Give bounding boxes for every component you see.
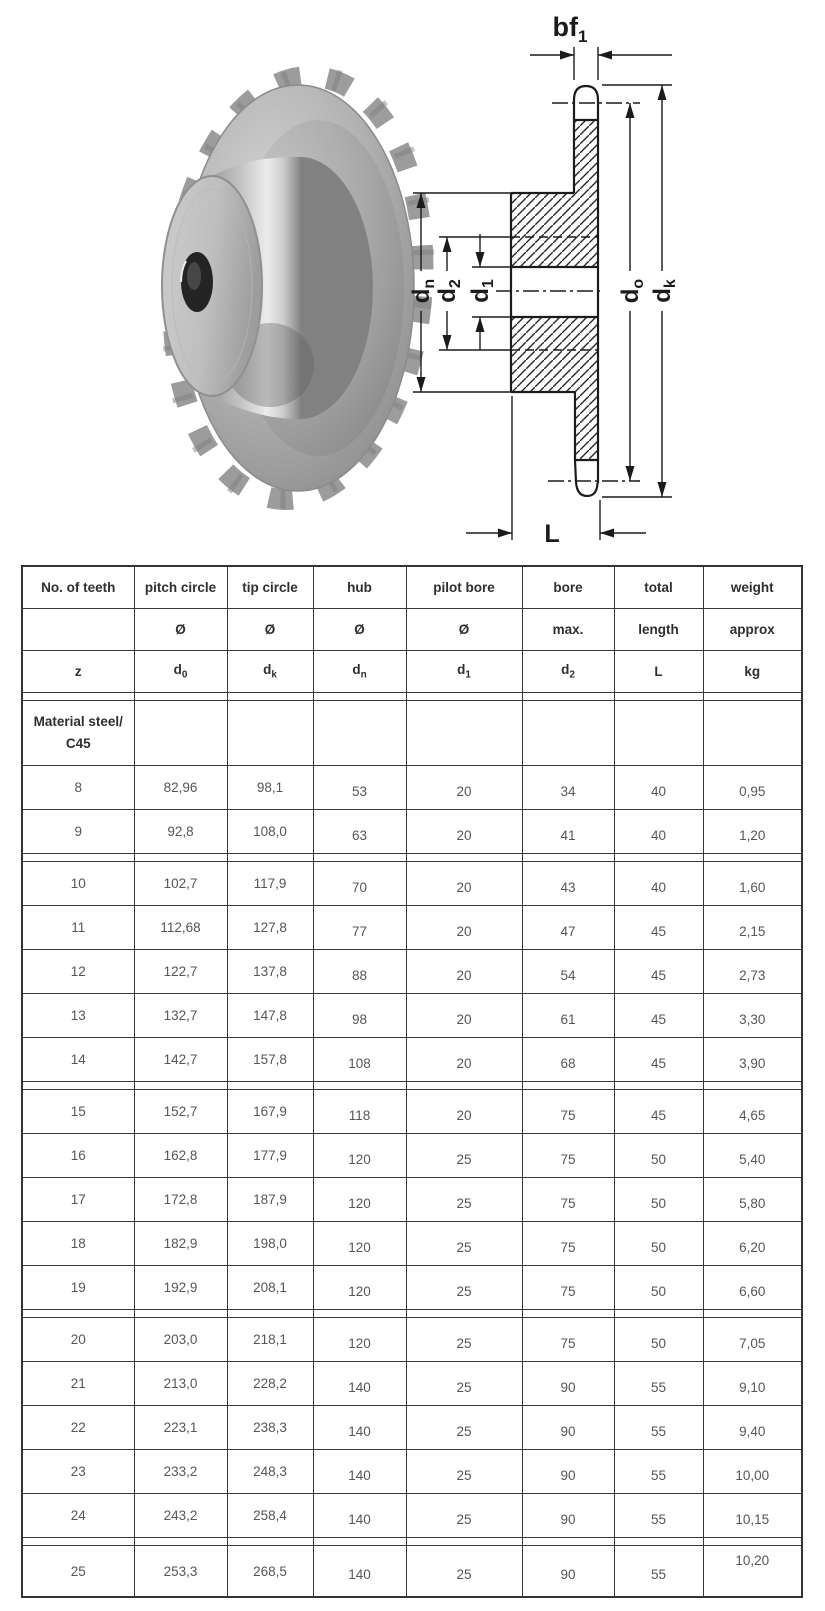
table-cell: 157,8 — [227, 1038, 313, 1082]
separator-row — [22, 1538, 802, 1546]
table-cell: 218,1 — [227, 1318, 313, 1362]
separator-row — [22, 1082, 802, 1090]
table-cell: 147,8 — [227, 994, 313, 1038]
separator-cell — [313, 693, 406, 701]
column-header: tip circle — [227, 566, 313, 609]
figure-section — [0, 0, 825, 560]
table-cell: 40 — [614, 862, 703, 906]
table-cell: 25 — [406, 1546, 522, 1598]
header-row — [22, 609, 802, 651]
column-header: Ø — [134, 609, 227, 651]
table-cell: 40 — [614, 766, 703, 810]
table-cell: 50 — [614, 1222, 703, 1266]
table-cell: 120 — [313, 1134, 406, 1178]
table-cell: 13 — [22, 994, 134, 1038]
table-cell: 45 — [614, 1038, 703, 1082]
table-cell: 1,60 — [703, 862, 802, 906]
table-cell: 25 — [406, 1266, 522, 1310]
table-cell: 68 — [522, 1038, 614, 1082]
table-cell: 203,0 — [134, 1318, 227, 1362]
material-row — [22, 701, 802, 766]
table-row — [22, 1406, 802, 1450]
column-header: hub — [313, 566, 406, 609]
dim-label-bf1: $bf_1$ — [552, 12, 588, 46]
column-header: $d_k$ — [227, 651, 313, 693]
header-row — [22, 566, 802, 609]
table-row — [22, 1090, 802, 1134]
table-row — [22, 1178, 802, 1222]
separator-cell — [703, 854, 802, 862]
table-cell: 6,60 — [703, 1266, 802, 1310]
separator-cell — [703, 1310, 802, 1318]
separator-cell — [703, 693, 802, 701]
table-cell: 63 — [313, 810, 406, 854]
table-cell: 20 — [406, 994, 522, 1038]
separator-cell — [522, 854, 614, 862]
table-cell: 25 — [406, 1318, 522, 1362]
separator-cell — [522, 1538, 614, 1546]
table-cell: 162,8 — [134, 1134, 227, 1178]
table-cell: 10,00 — [703, 1450, 802, 1494]
column-header: Ø — [227, 609, 313, 651]
table-cell: 24 — [22, 1494, 134, 1538]
table-cell: 192,9 — [134, 1266, 227, 1310]
separator-cell — [22, 1538, 134, 1546]
dim-label-dk: $d_k$ — [649, 279, 679, 303]
separator-cell — [227, 1310, 313, 1318]
table-cell: 238,3 — [227, 1406, 313, 1450]
table-cell: 108 — [313, 1038, 406, 1082]
separator-cell — [227, 854, 313, 862]
column-header: length — [614, 609, 703, 651]
table-cell: 98 — [313, 994, 406, 1038]
table-cell: 6,20 — [703, 1222, 802, 1266]
table-cell: 50 — [614, 1178, 703, 1222]
table-cell — [406, 701, 522, 766]
table-cell: 10,20 — [703, 1546, 802, 1598]
separator-cell — [134, 693, 227, 701]
table-cell: 10,15 — [703, 1494, 802, 1538]
table-cell: 70 — [313, 862, 406, 906]
table-cell: 45 — [614, 1090, 703, 1134]
table-cell: 50 — [614, 1134, 703, 1178]
column-header: pitch circle — [134, 566, 227, 609]
table-row — [22, 1494, 802, 1538]
table-cell: 15 — [22, 1090, 134, 1134]
table-cell: 213,0 — [134, 1362, 227, 1406]
separator-cell — [134, 1310, 227, 1318]
table-cell: 10 — [22, 862, 134, 906]
table-cell: 75 — [522, 1318, 614, 1362]
column-header: approx — [703, 609, 802, 651]
table-cell: 140 — [313, 1494, 406, 1538]
table-cell: 117,9 — [227, 862, 313, 906]
table-cell: 22 — [22, 1406, 134, 1450]
dim-label-do: $d_o$ — [617, 278, 647, 304]
dim-label-d1: $d_1$ — [467, 279, 497, 303]
header-row-symbols — [22, 651, 802, 693]
table-cell: 122,7 — [134, 950, 227, 994]
table-cell: 75 — [522, 1266, 614, 1310]
table-cell: 47 — [522, 906, 614, 950]
table-cell: 3,30 — [703, 994, 802, 1038]
table-cell: 55 — [614, 1494, 703, 1538]
table-cell: 43 — [522, 862, 614, 906]
table-cell: 20 — [406, 950, 522, 994]
table-cell: 7,05 — [703, 1318, 802, 1362]
table-row — [22, 906, 802, 950]
table-cell: 18 — [22, 1222, 134, 1266]
separator-cell — [313, 1538, 406, 1546]
table-cell: 2,73 — [703, 950, 802, 994]
table-cell: 82,96 — [134, 766, 227, 810]
table-cell: 25 — [406, 1134, 522, 1178]
section-hatching — [511, 120, 598, 460]
separator-row — [22, 854, 802, 862]
table-cell: 140 — [313, 1546, 406, 1598]
table-cell: 54 — [522, 950, 614, 994]
table-cell: 228,2 — [227, 1362, 313, 1406]
table-cell: 142,7 — [134, 1038, 227, 1082]
table-cell: 248,3 — [227, 1450, 313, 1494]
column-header: Ø — [313, 609, 406, 651]
table-cell: 5,80 — [703, 1178, 802, 1222]
table-cell: 90 — [522, 1546, 614, 1598]
table-cell: 198,0 — [227, 1222, 313, 1266]
sprocket-section-drawing — [400, 0, 825, 545]
table-cell: 40 — [614, 810, 703, 854]
table-cell — [227, 701, 313, 766]
table-cell: 45 — [614, 906, 703, 950]
table-cell: 9,40 — [703, 1406, 802, 1450]
table-cell: 4,65 — [703, 1090, 802, 1134]
separator-cell — [313, 854, 406, 862]
column-header: $d_2$ — [522, 651, 614, 693]
column-header: total — [614, 566, 703, 609]
separator-cell — [703, 1538, 802, 1546]
table-cell: 41 — [522, 810, 614, 854]
column-header: $d_1$ — [406, 651, 522, 693]
table-cell: 20 — [406, 1090, 522, 1134]
table-cell — [522, 701, 614, 766]
table-cell: 45 — [614, 950, 703, 994]
table-row — [22, 862, 802, 906]
table-cell: 5,40 — [703, 1134, 802, 1178]
column-header: $d_n$ — [313, 651, 406, 693]
dim-label-d2: $d_2$ — [434, 279, 464, 303]
table-cell: 182,9 — [134, 1222, 227, 1266]
separator-cell — [406, 1538, 522, 1546]
table-cell: 92,8 — [134, 810, 227, 854]
separator-cell — [227, 1082, 313, 1090]
table-cell: 75 — [522, 1134, 614, 1178]
separator-cell — [134, 1538, 227, 1546]
table-cell: 25 — [406, 1406, 522, 1450]
separator-cell — [614, 1082, 703, 1090]
table-cell: 21 — [22, 1362, 134, 1406]
table-cell: 137,8 — [227, 950, 313, 994]
separator-cell — [227, 693, 313, 701]
table-cell: 268,5 — [227, 1546, 313, 1598]
table-row — [22, 1038, 802, 1082]
column-header: z — [22, 651, 134, 693]
table-cell: 233,2 — [134, 1450, 227, 1494]
table-cell: 140 — [313, 1406, 406, 1450]
separator-cell — [134, 854, 227, 862]
column-header: Ø — [406, 609, 522, 651]
table-cell: 20 — [406, 766, 522, 810]
separator-cell — [22, 854, 134, 862]
table-row — [22, 1546, 802, 1598]
separator-row — [22, 693, 802, 701]
table-cell: 25 — [406, 1222, 522, 1266]
table-cell: 102,7 — [134, 862, 227, 906]
table-cell: 23 — [22, 1450, 134, 1494]
column-header: $d_0$ — [134, 651, 227, 693]
table-cell: 20 — [406, 1038, 522, 1082]
table-row — [22, 1222, 802, 1266]
table-cell: 8 — [22, 766, 134, 810]
table-cell: 75 — [522, 1090, 614, 1134]
table-cell: 120 — [313, 1266, 406, 1310]
table-cell: 9,10 — [703, 1362, 802, 1406]
column-header — [22, 609, 134, 651]
separator-cell — [406, 693, 522, 701]
separator-cell — [522, 1310, 614, 1318]
separator-cell — [227, 1538, 313, 1546]
table-cell: 45 — [614, 994, 703, 1038]
table-row — [22, 994, 802, 1038]
table-cell: 25 — [406, 1494, 522, 1538]
separator-cell — [522, 693, 614, 701]
table-cell: 55 — [614, 1450, 703, 1494]
table-cell: 9 — [22, 810, 134, 854]
separator-cell — [22, 693, 134, 701]
table-cell: 20 — [406, 906, 522, 950]
table-row — [22, 810, 802, 854]
bore-inner-shade — [187, 262, 201, 290]
dim-label-L: L — [544, 520, 560, 545]
table-cell: 152,7 — [134, 1090, 227, 1134]
table-row — [22, 950, 802, 994]
table-cell: 253,3 — [134, 1546, 227, 1598]
table-cell: 258,4 — [227, 1494, 313, 1538]
table-cell — [134, 701, 227, 766]
table-cell: 90 — [522, 1494, 614, 1538]
table-cell: 2,15 — [703, 906, 802, 950]
table-cell: 53 — [313, 766, 406, 810]
table-row — [22, 1134, 802, 1178]
table-cell: 90 — [522, 1406, 614, 1450]
table-cell: 34 — [522, 766, 614, 810]
table-cell: 50 — [614, 1266, 703, 1310]
sprocket-photo — [150, 60, 440, 510]
table-cell: 1,20 — [703, 810, 802, 854]
table-cell: 50 — [614, 1318, 703, 1362]
column-header: bore — [522, 566, 614, 609]
table-cell: 120 — [313, 1318, 406, 1362]
table-cell: 11 — [22, 906, 134, 950]
table-cell: 75 — [522, 1222, 614, 1266]
table-cell: 88 — [313, 950, 406, 994]
separator-cell — [406, 854, 522, 862]
table-cell: 25 — [406, 1178, 522, 1222]
table-cell: 25 — [22, 1546, 134, 1598]
table-cell: 140 — [313, 1362, 406, 1406]
separator-cell — [406, 1082, 522, 1090]
table-cell: 12 — [22, 950, 134, 994]
separator-cell — [22, 1082, 134, 1090]
table-cell: 20 — [406, 862, 522, 906]
table-cell: 0,95 — [703, 766, 802, 810]
table-row — [22, 1362, 802, 1406]
table-cell: 90 — [522, 1362, 614, 1406]
table-cell: 77 — [313, 906, 406, 950]
table-cell: 177,9 — [227, 1134, 313, 1178]
table-cell: 14 — [22, 1038, 134, 1082]
column-header: weight — [703, 566, 802, 609]
table-cell: 167,9 — [227, 1090, 313, 1134]
table-cell: 172,8 — [134, 1178, 227, 1222]
table-cell: 120 — [313, 1178, 406, 1222]
separator-cell — [134, 1082, 227, 1090]
table-row — [22, 766, 802, 810]
table-cell: 127,8 — [227, 906, 313, 950]
separator-cell — [406, 1310, 522, 1318]
table-row — [22, 1318, 802, 1362]
table-cell: 19 — [22, 1266, 134, 1310]
table-cell: 55 — [614, 1546, 703, 1598]
separator-cell — [313, 1082, 406, 1090]
table-cell: 132,7 — [134, 994, 227, 1038]
separator-row — [22, 1310, 802, 1318]
separator-cell — [313, 1310, 406, 1318]
dim-label-dn: $d_n$ — [408, 278, 438, 304]
separator-cell — [614, 1538, 703, 1546]
dimension-table — [21, 565, 803, 1598]
table-cell: 3,90 — [703, 1038, 802, 1082]
table-cell: 75 — [522, 1178, 614, 1222]
table-cell: 16 — [22, 1134, 134, 1178]
column-header: pilot bore — [406, 566, 522, 609]
separator-cell — [614, 1310, 703, 1318]
separator-cell — [522, 1082, 614, 1090]
separator-cell — [703, 1082, 802, 1090]
table-cell — [703, 701, 802, 766]
table-cell: 55 — [614, 1406, 703, 1450]
table-cell: 98,1 — [227, 766, 313, 810]
table-cell: 25 — [406, 1450, 522, 1494]
table-cell: 25 — [406, 1362, 522, 1406]
table-cell: 108,0 — [227, 810, 313, 854]
table-cell: 120 — [313, 1222, 406, 1266]
material-note-cell: Material steel/ C45 — [22, 701, 134, 766]
separator-cell — [22, 1310, 134, 1318]
column-header: L — [614, 651, 703, 693]
separator-cell — [614, 854, 703, 862]
table-row — [22, 1450, 802, 1494]
table-cell: 208,1 — [227, 1266, 313, 1310]
table-cell: 118 — [313, 1090, 406, 1134]
column-header: kg — [703, 651, 802, 693]
table-cell: 61 — [522, 994, 614, 1038]
table-cell — [614, 701, 703, 766]
column-header: No. of teeth — [22, 566, 134, 609]
table-cell: 112,68 — [134, 906, 227, 950]
table-cell: 243,2 — [134, 1494, 227, 1538]
column-header: max. — [522, 609, 614, 651]
table-cell: 17 — [22, 1178, 134, 1222]
table-cell: 223,1 — [134, 1406, 227, 1450]
table-cell: 187,9 — [227, 1178, 313, 1222]
table-cell: 55 — [614, 1362, 703, 1406]
table-cell: 140 — [313, 1450, 406, 1494]
table-cell: 20 — [406, 810, 522, 854]
separator-cell — [614, 693, 703, 701]
table-row — [22, 1266, 802, 1310]
table-cell: 20 — [22, 1318, 134, 1362]
table-cell — [313, 701, 406, 766]
table-cell: 90 — [522, 1450, 614, 1494]
